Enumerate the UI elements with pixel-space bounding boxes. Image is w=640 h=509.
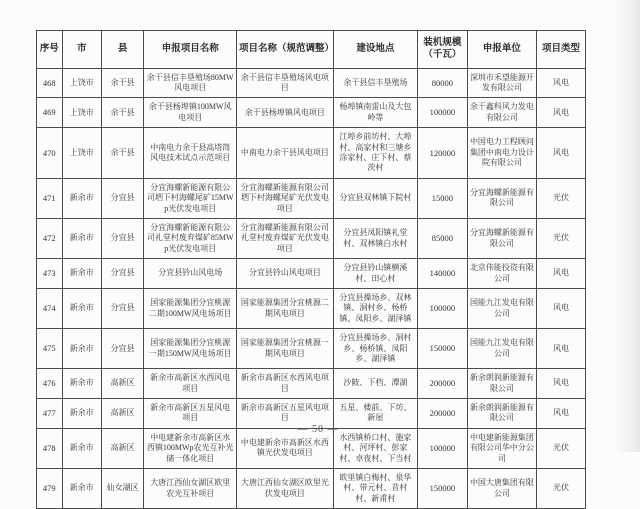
table-row xyxy=(37,128,586,179)
table-cell: 深圳市禾望能源开发有限公司 xyxy=(467,68,536,98)
table-cell: 余干县 xyxy=(101,68,144,98)
table-cell: 474 xyxy=(37,288,63,328)
table-cell: 新余朗润新能源有限公司 xyxy=(467,399,536,429)
table-cell: 五星、楼前、下坊、新屋 xyxy=(333,399,417,429)
table-cell: 余干县信丰垦殖场风电项目 xyxy=(237,68,334,98)
table-cell: 光伏 xyxy=(537,428,586,468)
table-cell: 水西镇桥口村、施家村、河坪村、彭家村、卓夜村、下当村 xyxy=(333,428,417,468)
table-cell: 471 xyxy=(37,178,63,218)
table-cell: 分宜海螺新能源有限公司垇下村海螺尾矿光伏发电项目 xyxy=(237,178,334,218)
table-cell: 分宜县操场乡、双林镇、洞村乡、杨桥镇、凤阳乡、湖泽镇 xyxy=(333,288,417,328)
table-cell: 分宜海螺新能源有限公司礼堂村废弃煤矿85MWp光伏发电项目 xyxy=(144,218,237,258)
table-cell: 国能九江发电有限公司 xyxy=(467,329,536,369)
table-cell: 新余市高新区水西风电项目 xyxy=(237,369,334,399)
table-cell: 新余市 xyxy=(62,399,101,429)
table-cell: 200000 xyxy=(417,369,467,399)
table-cell: 国家能源集团分宜桃源一期风电项目 xyxy=(237,329,334,369)
table-cell: 风电 xyxy=(537,288,586,328)
table-cell: 余干县信丰垦殖场 xyxy=(333,68,417,98)
table-row xyxy=(37,469,586,509)
table-cell: 风电 xyxy=(537,369,586,399)
table-cell: 余干县 xyxy=(101,98,144,128)
table-cell: 仙女湖区 xyxy=(101,469,144,509)
table-cell: 光伏 xyxy=(537,469,586,509)
table-cell: 分宜县 xyxy=(101,288,144,328)
table-cell: 上饶市 xyxy=(62,98,101,128)
table-cell: 469 xyxy=(37,98,63,128)
table-cell: 分宜县凤阳镇礼堂村、双林镇白水村 xyxy=(333,218,417,258)
column-header-8: 项目类型 xyxy=(537,31,586,69)
table-cell: 江埠乡前坊村、大埠村、高家村和三塘乡涂家村、庄下村、蔡茨村 xyxy=(333,128,417,179)
table-cell: 高新区 xyxy=(101,399,144,429)
table-cell: 15000 xyxy=(417,178,467,218)
table-cell: 新余市 xyxy=(62,329,101,369)
table-cell: 分宜县钤山风电场 xyxy=(144,259,237,289)
table-cell: 大唐江西仙女湖区欧里光伏发电项目 xyxy=(237,469,334,509)
table-cell: 85000 xyxy=(417,218,467,258)
table-cell: 余干县 xyxy=(101,128,144,179)
table-cell: 分宜县 xyxy=(101,329,144,369)
table-row xyxy=(37,329,586,369)
table-cell: 468 xyxy=(37,68,63,98)
table-cell: 150000 xyxy=(417,329,467,369)
project-table-container xyxy=(36,30,586,509)
table-cell: 分宜海螺新能源有限公司礼堂村废弃煤矿光伏发电项目 xyxy=(237,218,334,258)
table-cell: 新余市高新区五星风电项目 xyxy=(144,399,237,429)
table-cell: 中电建新余市高新区水西镇100MWp农光互补光储一体化项目 xyxy=(144,428,237,468)
table-cell: 国家能源集团分宜桃源二期100MW风电场项目 xyxy=(144,288,237,328)
table-cell: 120000 xyxy=(417,128,467,179)
table-cell: 分宜县 xyxy=(101,259,144,289)
table-cell: 新余朗润新能源有限公司 xyxy=(467,369,536,399)
table-cell: 国家能源集团分宜桃源一期150MW风电场项目 xyxy=(144,329,237,369)
table-cell: 475 xyxy=(37,329,63,369)
table-cell: 472 xyxy=(37,218,63,258)
table-cell: 风电 xyxy=(537,329,586,369)
table-cell: 分宜县操场乡、洞村乡、杨桥镇、凤阳乡、湖泽镇 xyxy=(333,329,417,369)
column-header-7: 申报单位 xyxy=(467,31,536,69)
table-cell: 高新区 xyxy=(101,428,144,468)
table-cell: 余干鑫科风力发电有限公司 xyxy=(467,98,536,128)
column-header-2: 县 xyxy=(101,31,144,69)
table-cell: 沙陂、下档、潭湖 xyxy=(333,369,417,399)
table-cell: 中电建新余市高新区水西镇光伏发电项目 xyxy=(237,428,334,468)
table-cell: 分宜县钤山镇横溪村、田心村 xyxy=(333,259,417,289)
table-cell: 杨埠镇南雷山及大包岭等 xyxy=(333,98,417,128)
table-cell: 大唐江西仙女湖区欧里农光互补项目 xyxy=(144,469,237,509)
column-header-5: 建设地点 xyxy=(333,31,417,69)
table-cell: 风电 xyxy=(537,98,586,128)
column-header-4: 项目名称（规范调整） xyxy=(237,31,334,69)
table-cell: 新余市 xyxy=(62,369,101,399)
table-cell: 分宜县双林镇下院村 xyxy=(333,178,417,218)
table-row xyxy=(37,178,586,218)
table-cell: 风电 xyxy=(537,399,586,429)
table-cell: 473 xyxy=(37,259,63,289)
column-header-3: 申报项目名称 xyxy=(144,31,237,69)
table-row xyxy=(37,98,586,128)
table-cell: 478 xyxy=(37,428,63,468)
table-cell: 国能九江发电有限公司 xyxy=(467,288,536,328)
table-cell: 100000 xyxy=(417,288,467,328)
table-cell: 国家能源集团分宜桃源二期风电项目 xyxy=(237,288,334,328)
table-cell: 上饶市 xyxy=(62,128,101,179)
table-cell: 中南电力余干县风电项目 xyxy=(237,128,334,179)
project-table xyxy=(36,30,586,509)
table-cell: 北京伟能投资有限公司 xyxy=(467,259,536,289)
table-cell: 470 xyxy=(37,128,63,179)
table-cell: 200000 xyxy=(417,399,467,429)
table-cell: 中电建新能源集团有限公司华中分公司 xyxy=(467,428,536,468)
table-cell: 新余市 xyxy=(62,218,101,258)
table-cell: 新余市 xyxy=(62,469,101,509)
column-header-0: 序号 xyxy=(37,31,63,69)
table-cell: 新余市 xyxy=(62,428,101,468)
table-row xyxy=(37,218,586,258)
table-body xyxy=(37,68,586,509)
table-cell: 风电 xyxy=(537,128,586,179)
table-row xyxy=(37,288,586,328)
table-header xyxy=(37,31,586,69)
table-cell: 新余市 xyxy=(62,259,101,289)
table-cell: 新余市 xyxy=(62,288,101,328)
table-cell: 80000 xyxy=(417,68,467,98)
column-header-6: 装机规模（千瓦） xyxy=(417,31,467,69)
table-cell: 分宜海螺新能源有限公司 xyxy=(467,178,536,218)
table-cell: 新余市高新区水西风电项目 xyxy=(144,369,237,399)
column-header-1: 市 xyxy=(62,31,101,69)
table-row xyxy=(37,68,586,98)
table-cell: 分宜海螺新能源有限公司垇下村海螺尾矿15MWp光伏发电项目 xyxy=(144,178,237,218)
table-header-row xyxy=(37,31,586,69)
table-row xyxy=(37,259,586,289)
table-cell: 分宜县 xyxy=(101,218,144,258)
table-cell: 分宜县 xyxy=(101,178,144,218)
table-cell: 余干县杨埠镇风电项目 xyxy=(237,98,334,128)
table-cell: 150000 xyxy=(417,469,467,509)
table-cell: 新余市 xyxy=(62,178,101,218)
table-cell: 新余市高新区五星风电项目 xyxy=(237,399,334,429)
table-cell: 风电 xyxy=(537,259,586,289)
table-cell: 上饶市 xyxy=(62,68,101,98)
table-cell: 分宜县钤山风电项目 xyxy=(237,259,334,289)
table-cell: 高新区 xyxy=(101,369,144,399)
table-cell: 中国电力工程顾问集团中南电力设计院有限公司 xyxy=(467,128,536,179)
table-cell: 欧里镇白梅村、泉华村、带元村、昔村村、新甫村 xyxy=(333,469,417,509)
page-number: — 50 — xyxy=(297,424,339,435)
table-cell: 余干县杨埠镇100MW风电项目 xyxy=(144,98,237,128)
table-cell: 140000 xyxy=(417,259,467,289)
table-cell: 风电 xyxy=(537,68,586,98)
table-cell: 光伏 xyxy=(537,218,586,258)
table-cell: 余干县信丰垦殖场80MW风电项目 xyxy=(144,68,237,98)
table-cell: 476 xyxy=(37,369,63,399)
table-cell: 100000 xyxy=(417,428,467,468)
table-cell: 479 xyxy=(37,469,63,509)
table-cell: 光伏 xyxy=(537,178,586,218)
table-cell: 100000 xyxy=(417,98,467,128)
table-cell: 477 xyxy=(37,399,63,429)
table-row xyxy=(37,369,586,399)
table-cell: 中南电力余干县高塔筒风电技术试点示范项目 xyxy=(144,128,237,179)
table-cell: 分宜海螺新能源有限公司 xyxy=(467,218,536,258)
table-cell: 中国大唐集团有限公司 xyxy=(467,469,536,509)
